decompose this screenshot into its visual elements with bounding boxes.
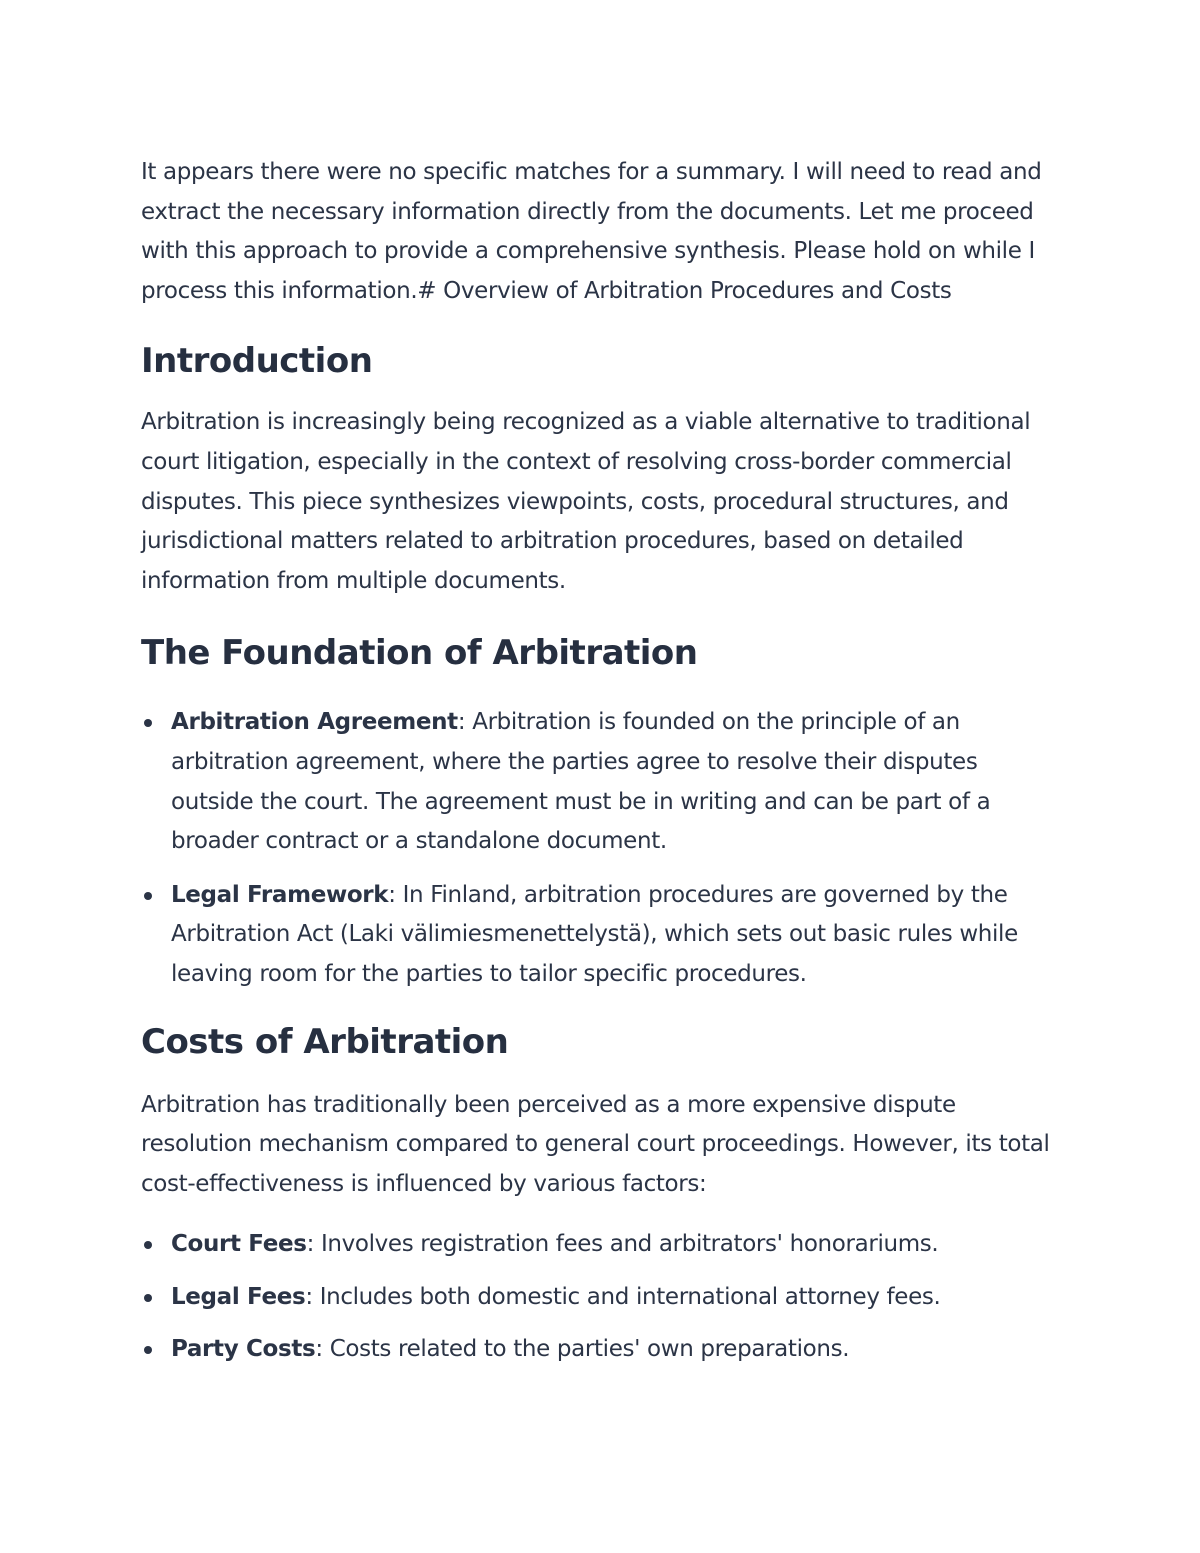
- list-item-term: Arbitration Agreement: [171, 709, 458, 736]
- list-item-text: Involves registration fees and arbitrators' honorariums.: [320, 1231, 939, 1258]
- list-item-term: Legal Fees: [171, 1283, 306, 1310]
- costs-list: [141, 1225, 1056, 1370]
- foundation-list: [141, 703, 1056, 994]
- list-item-text: Includes both domestic and international attorney fees.: [319, 1283, 941, 1310]
- list-item-separator: :: [315, 1336, 330, 1363]
- list-item-text: Arbitration is founded on the principle of an arbitration agreement, where the parties agree to resolve their disputes outside the court. The agreement must be in writing and can be part of a broader contract or a standalone document.: [171, 709, 991, 855]
- list-item-term: Party Costs: [171, 1336, 316, 1363]
- heading-costs: Costs of Arbitration: [141, 1021, 509, 1062]
- bullet-icon: [144, 1346, 152, 1354]
- bullet-icon: [144, 892, 152, 900]
- list-item: [141, 1330, 1056, 1370]
- list-item: [141, 1278, 1056, 1318]
- heading-foundation: The Foundation of Arbitration: [141, 633, 698, 674]
- costs-paragraph: Arbitration has traditionally been perceived as a more expensive dispute resolution mechanism compared to general court proceedings. However, its total cost-effectiveness is influenced by various factors:: [141, 1091, 1050, 1197]
- list-item-separator: :: [457, 709, 473, 736]
- list-item-text: In Finland, arbitration procedures are governed by the Arbitration Act (Laki välimiesmenettelystä), which sets out basic rules while leaving room for the parties to tailor specific procedures.: [171, 881, 1018, 987]
- heading-introduction: Introduction: [141, 341, 373, 382]
- list-item-separator: :: [306, 1231, 321, 1258]
- bullet-icon: [144, 719, 152, 727]
- bullet-icon: [144, 1294, 152, 1302]
- list-item-term: Legal Framework: [171, 881, 389, 908]
- list-item-separator: :: [388, 881, 403, 908]
- list-item-text: Costs related to the parties' own preparations.: [329, 1336, 850, 1363]
- list-item: [141, 876, 1056, 995]
- introduction-paragraph: Arbitration is increasingly being recognized as a viable alternative to traditional court litigation, especially in the context of resolving cross-border commercial disputes. This piece synthesizes viewpoints, costs, procedural structures, and jurisdictional matters related to arbitration procedures, based on detailed information from multiple documents.: [141, 409, 1031, 594]
- list-item: [141, 1225, 1056, 1265]
- bullet-icon: [144, 1241, 152, 1249]
- list-item-separator: :: [305, 1283, 320, 1310]
- list-item: [141, 703, 1056, 861]
- intro-paragraph: It appears there were no specific matches for a summary. I will need to read and extract the necessary information directly from the documents. Let me proceed with this approach to provide a comprehensive synthesis. Please hold on while I process this information.# Overview of Arbitration Procedures and Costs: [141, 159, 1042, 304]
- list-item-term: Court Fees: [171, 1231, 307, 1258]
- document-page: [141, 153, 1056, 1383]
